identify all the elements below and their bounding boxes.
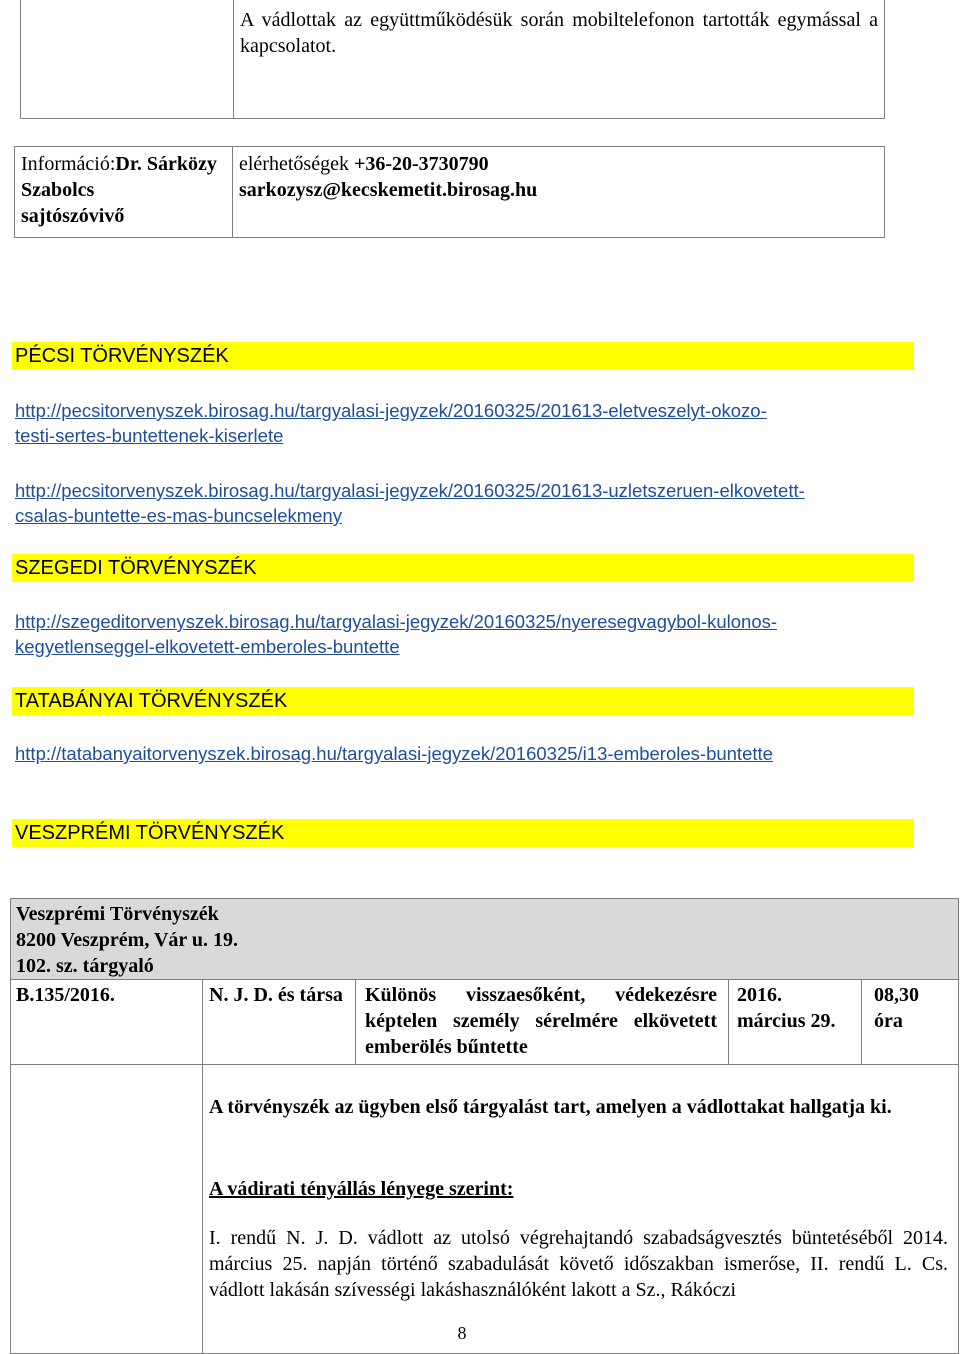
charge-cell bbox=[355, 979, 729, 1065]
pecs-link-1-line2: testi-sertes-buntettenek-kiserlete bbox=[15, 425, 284, 446]
court-heading-veszprem: VESZPRÉMI TÖRVÉNYSZÉK bbox=[12, 819, 914, 847]
page-number: 8 bbox=[452, 1322, 472, 1344]
contact-details-cell bbox=[232, 146, 885, 238]
top-table-right-cell bbox=[233, 0, 885, 119]
szeged-link-1[interactable] bbox=[15, 609, 777, 659]
contact-line1-prefix: elérhetőségek bbox=[239, 153, 354, 175]
hearing-summary: A törvényszék az ügyben első tárgyalást tart, amelyen a vádlottakat hallgatja ki. bbox=[209, 1096, 892, 1118]
hearing-date: 2016. március 29. bbox=[737, 984, 836, 1032]
szeged-link-1-line1: http://szegeditorvenyszek.birosag.hu/targyalasi-jegyzek/20160325/nyeresegvagybol-kulonos- bbox=[15, 611, 778, 632]
case-number-cell bbox=[10, 979, 203, 1065]
court-heading-pecs: PÉCSI TÖRVÉNYSZÉK bbox=[12, 342, 914, 370]
details-right-cell bbox=[202, 1064, 959, 1354]
details-left-cell bbox=[10, 1064, 203, 1354]
veszprem-room: 102. sz. tárgyaló bbox=[16, 955, 154, 977]
contact-role: sajtószóvivő bbox=[21, 205, 125, 227]
pecs-link-1-line1: http://pecsitorvenyszek.birosag.hu/targyalasi-jegyzek/20160325/201613-eletveszelyt-okozo- bbox=[15, 400, 767, 421]
court-heading-szeged: SZEGEDI TÖRVÉNYSZÉK bbox=[12, 554, 914, 582]
veszprem-header bbox=[16, 901, 616, 979]
case-number: B.135/2016. bbox=[16, 984, 115, 1006]
pecs-link-1[interactable] bbox=[15, 398, 767, 448]
defendant-cell bbox=[202, 979, 356, 1065]
tatabanya-link-1[interactable] bbox=[15, 741, 773, 766]
charge: Különös visszaesőként, védekezésre képtelen személy sérelmére elkövetett emberölés bűntette bbox=[365, 984, 717, 1058]
pecs-link-2[interactable] bbox=[15, 478, 805, 528]
top-table-left-cell bbox=[20, 0, 234, 119]
contact-label-cell bbox=[14, 146, 233, 238]
veszprem-header-cell bbox=[10, 898, 959, 980]
facts-heading: A vádirati tényállás lényege szerint: bbox=[209, 1178, 514, 1200]
veszprem-court-name: Veszprémi Törvényszék bbox=[16, 903, 219, 925]
court-heading-tatabanya: TATABÁNYAI TÖRVÉNYSZÉK bbox=[12, 687, 914, 715]
defendants-note: A vádlottak az együttműködésük során mobiltelefonon tartották egymással a kapcsolatot. bbox=[240, 9, 878, 57]
veszprem-address: 8200 Veszprém, Vár u. 19. bbox=[16, 929, 239, 951]
contact-label-prefix: Információ: bbox=[21, 153, 116, 175]
contact-details bbox=[239, 151, 859, 203]
date-cell bbox=[728, 979, 862, 1065]
contact-name: Dr. Sárközy Szabolcs bbox=[21, 153, 217, 201]
pecs-link-2-line1: http://pecsitorvenyszek.birosag.hu/targyalasi-jegyzek/20160325/201613-uzletszeruen-elkovetett- bbox=[15, 480, 805, 501]
contact-email[interactable]: sarkozysz@kecskemetit.birosag.hu bbox=[239, 179, 538, 201]
facts-text: I. rendű N. J. D. vádlott az utolsó végrehajtandó szabadságvesztés büntetéséből 2014. március 25. napján történő szabadulását követő időszakban ismerőse, II. rendű L. Cs. vádlott lakásán szívességi lakáshasználóként lakott a Sz., Rákóczi bbox=[209, 1227, 948, 1301]
time-cell bbox=[861, 979, 959, 1065]
tatabanya-link-1-line1: http://tatabanyaitorvenyszek.birosag.hu/targyalasi-jegyzek/20160325/i13-emberoles-buntette bbox=[15, 743, 773, 764]
defendant: N. J. D. és társa bbox=[209, 984, 343, 1006]
contact-label bbox=[21, 151, 221, 229]
szeged-link-1-line2: kegyetlenseggel-elkovetett-emberoles-buntette bbox=[15, 636, 400, 657]
hearing-time: 08,30 óra bbox=[874, 984, 919, 1032]
contact-phone: +36-20-3730790 bbox=[353, 153, 489, 175]
pecs-link-2-line2: csalas-buntette-es-mas-buncselekmeny bbox=[15, 505, 342, 526]
